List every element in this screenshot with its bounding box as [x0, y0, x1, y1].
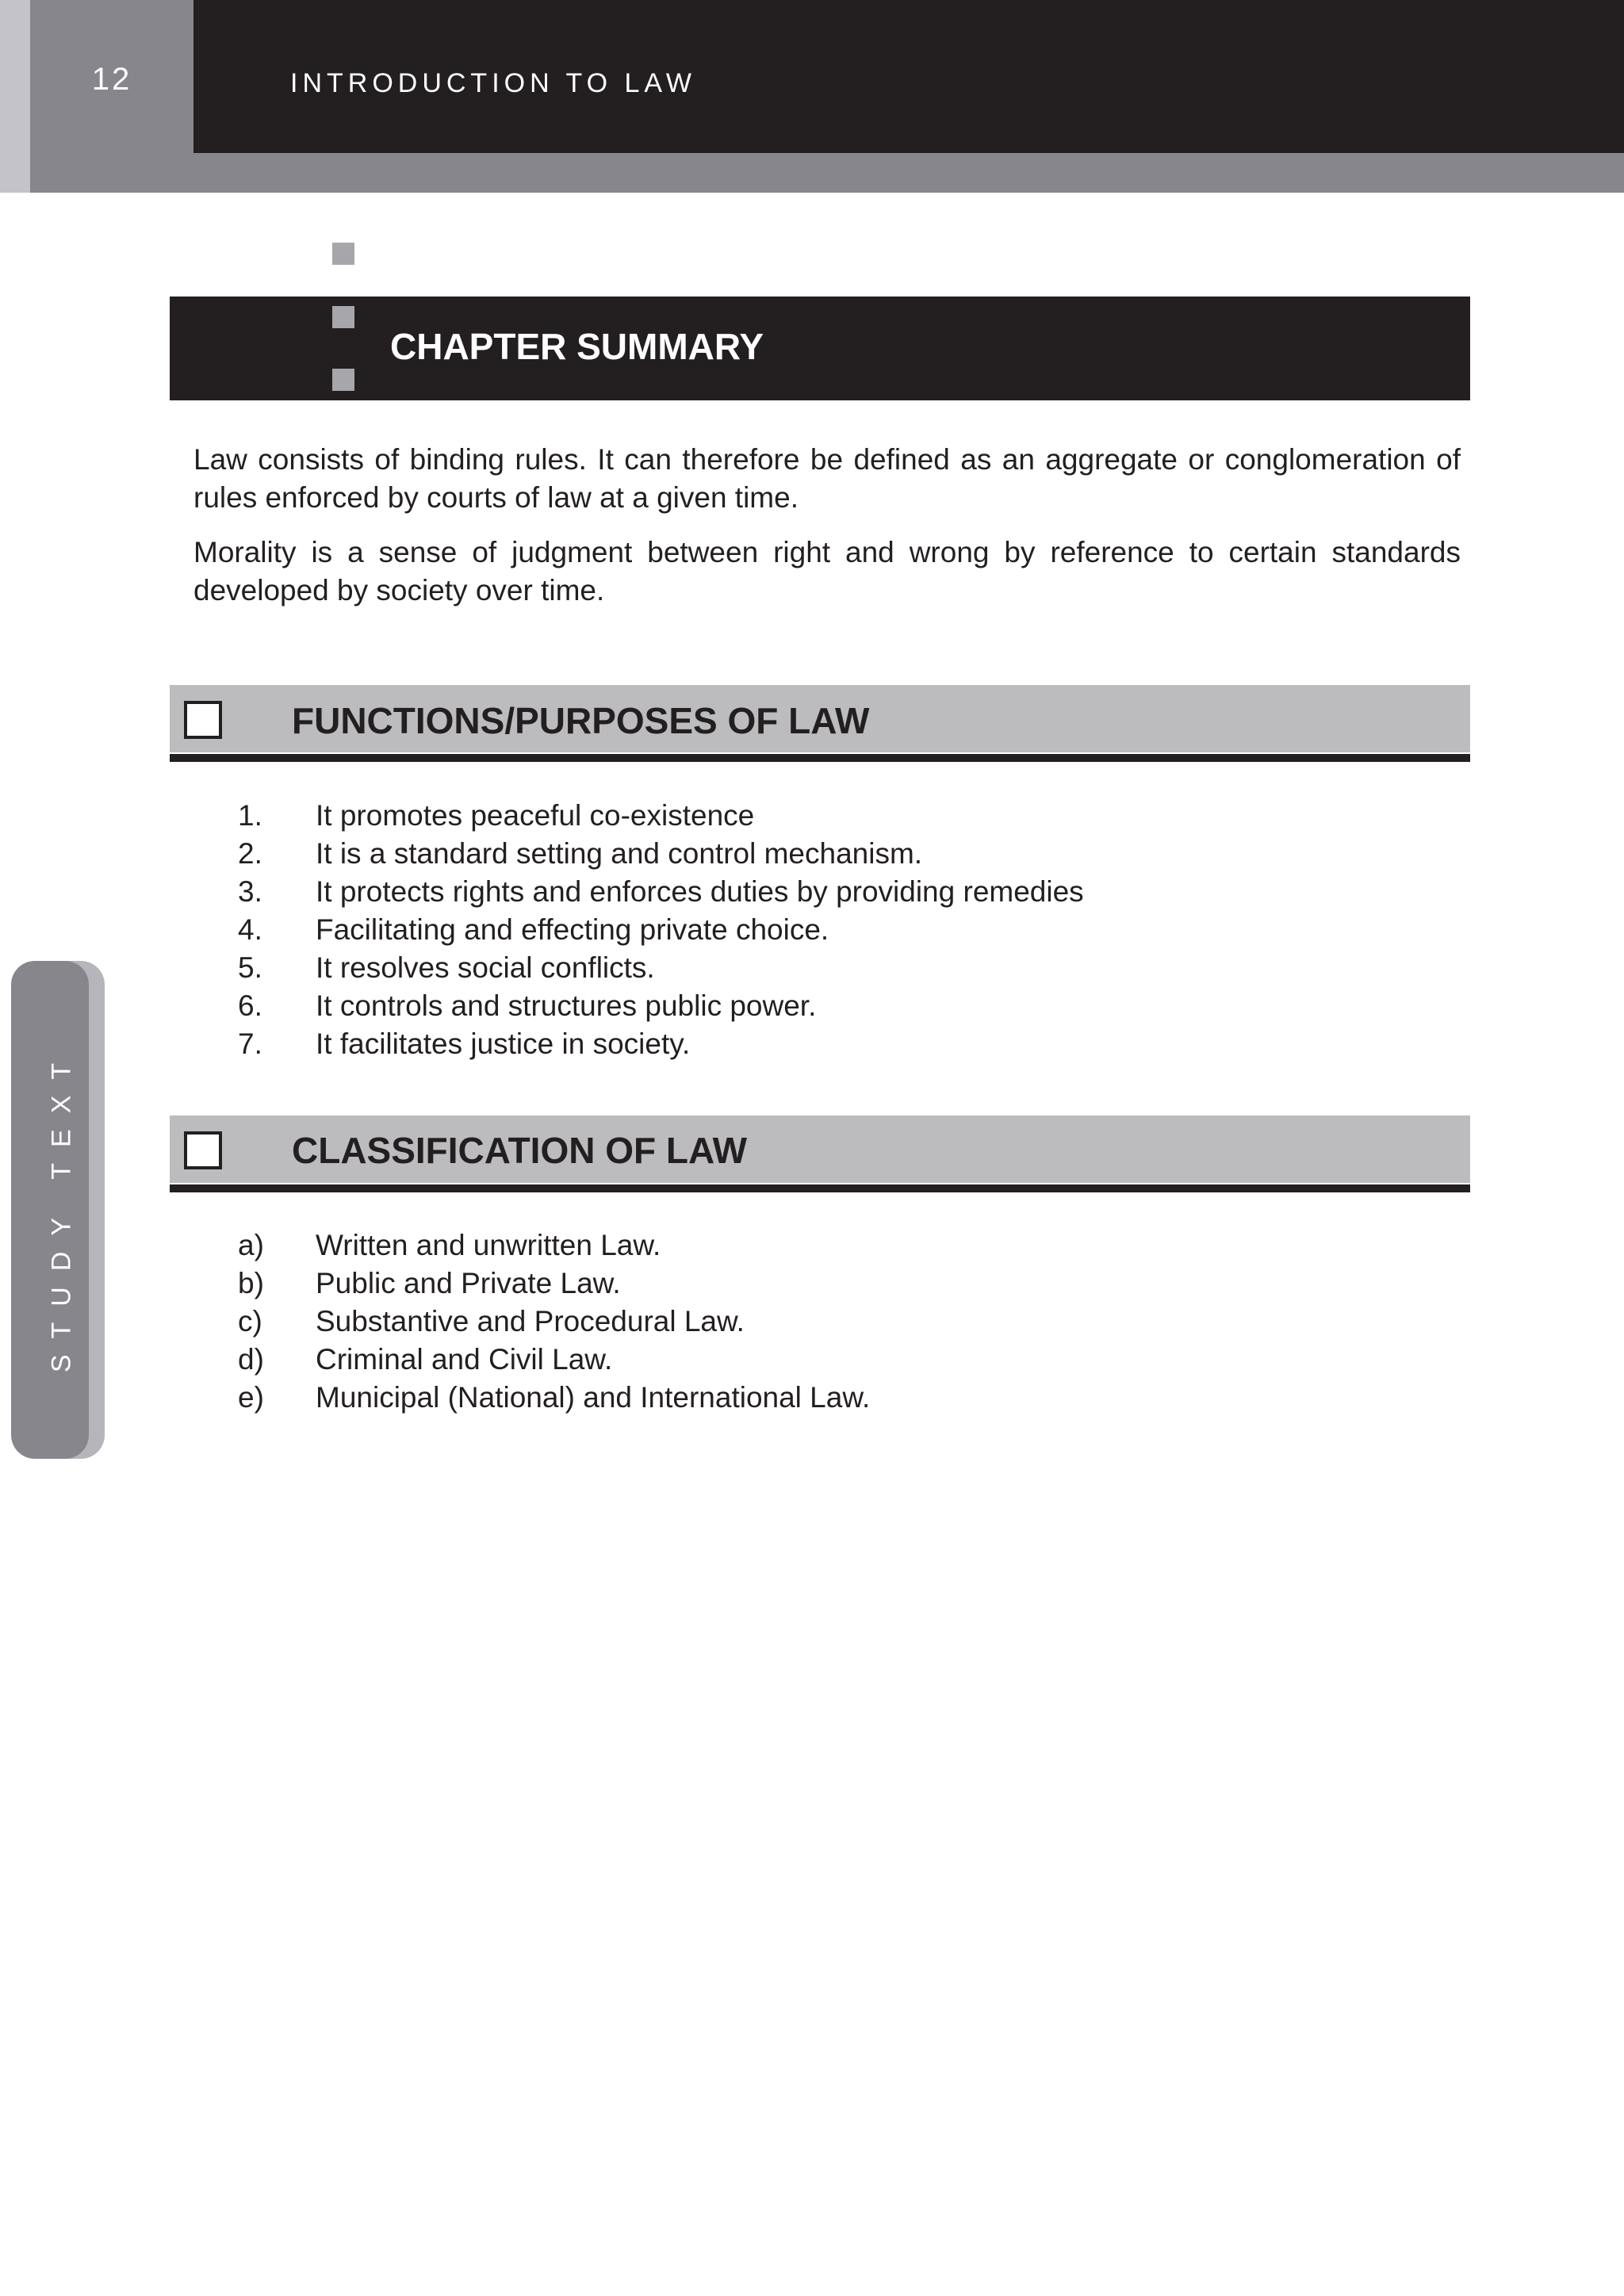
list-item [238, 1025, 1084, 1063]
list-marker: 2. [238, 837, 262, 870]
list-item [238, 949, 1084, 987]
list-marker: 4. [238, 913, 262, 946]
list-marker: d) [238, 1343, 264, 1376]
list-item [238, 835, 1084, 873]
side-tab-label: STUDY TEXT [46, 1047, 77, 1373]
chapter-summary-title: CHAPTER SUMMARY [390, 326, 764, 367]
classification-section-title: CLASSIFICATION OF LAW [292, 1130, 748, 1171]
list-marker: 1. [238, 799, 262, 832]
list-item [238, 987, 1084, 1025]
list-item [238, 873, 1084, 911]
list-marker: 6. [238, 989, 262, 1022]
list-item [238, 1379, 870, 1417]
list-item [238, 1265, 870, 1303]
summary-paragraph: Law consists of binding rules. It can therefore be defined as an aggregate or conglomeration of rules enforced by courts of law at a given time. [193, 443, 1461, 514]
running-title: INTRODUCTION TO LAW [290, 68, 696, 98]
section-rule [170, 754, 1470, 762]
decorative-square-icon [332, 369, 354, 391]
summary-paragraph: Morality is a sense of judgment between right and wrong by reference to certain standards developed by society over time. [193, 536, 1461, 607]
list-item [238, 1226, 870, 1265]
chapter-summary-bar [170, 297, 1470, 400]
list-item [238, 1303, 870, 1341]
functions-list [238, 797, 1084, 1063]
list-marker: b) [238, 1267, 264, 1299]
classification-list [238, 1226, 870, 1417]
list-item-text: Substantive and Procedural Law. [316, 1305, 745, 1337]
list-marker: 5. [238, 951, 262, 984]
list-item-text: It promotes peaceful co-existence [316, 799, 755, 832]
section-rule [170, 1184, 1470, 1192]
page-number: 12 [91, 62, 132, 97]
list-item-text: It resolves social conflicts. [316, 951, 655, 984]
list-item [238, 911, 1084, 949]
functions-section-title: FUNCTIONS/PURPOSES OF LAW [292, 700, 870, 741]
list-marker: 3. [238, 875, 262, 908]
list-item-text: It protects rights and enforces duties by providing remedies [316, 875, 1084, 908]
list-marker: e) [238, 1381, 264, 1414]
list-item [238, 1341, 870, 1379]
list-marker: a) [238, 1229, 264, 1261]
decorative-square-icon [332, 306, 354, 328]
list-item-text: It controls and structures public power. [316, 989, 817, 1022]
header-accent-strip [0, 0, 30, 193]
list-marker: 7. [238, 1027, 262, 1060]
decorative-square-icon [332, 243, 354, 265]
list-item-text: Written and unwritten Law. [316, 1229, 661, 1261]
checkbox-icon [184, 701, 222, 739]
list-item [238, 797, 1084, 835]
list-item-text: Facilitating and effecting private choice. [316, 913, 829, 946]
list-item-text: It facilitates justice in society. [316, 1027, 691, 1060]
checkbox-icon [184, 1131, 222, 1169]
list-item-text: Municipal (National) and International Law. [316, 1381, 871, 1414]
list-item-text: Criminal and Civil Law. [316, 1343, 613, 1376]
list-item-text: Public and Private Law. [316, 1267, 621, 1299]
list-item-text: It is a standard setting and control mechanism. [316, 837, 923, 870]
list-marker: c) [238, 1305, 262, 1337]
